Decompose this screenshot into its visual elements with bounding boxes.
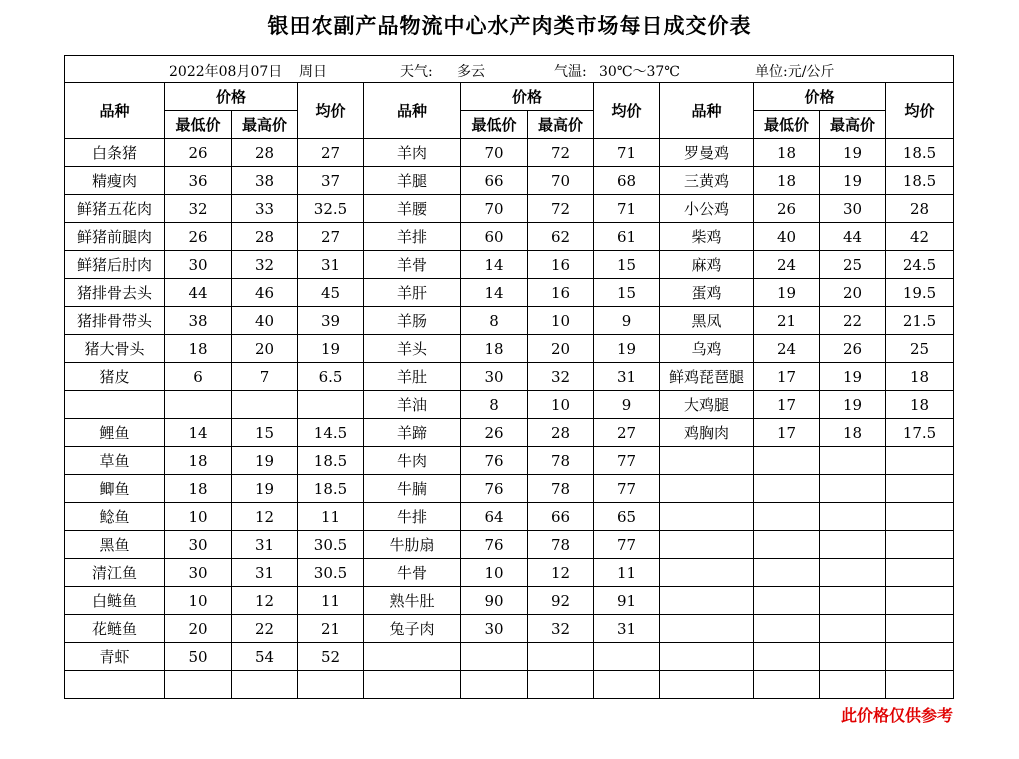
max-price-cell: 72 <box>528 139 594 167</box>
avg-price-cell: 45 <box>298 279 364 307</box>
min-price-cell: 30 <box>165 559 232 587</box>
max-price-cell: 44 <box>820 223 886 251</box>
min-price-cell <box>754 587 820 615</box>
max-price-cell: 12 <box>232 503 298 531</box>
variety-cell: 鲜猪前腿肉 <box>65 223 165 251</box>
min-price-cell <box>461 643 528 671</box>
avg-price-cell: 14.5 <box>298 419 364 447</box>
variety-cell: 羊肝 <box>364 279 461 307</box>
variety-cell: 牛排 <box>364 503 461 531</box>
variety-cell: 猪排骨带头 <box>65 307 165 335</box>
avg-price-cell <box>886 587 954 615</box>
min-price-cell: 90 <box>461 587 528 615</box>
max-price-cell <box>528 643 594 671</box>
min-price-cell: 40 <box>754 223 820 251</box>
variety-cell: 清江鱼 <box>65 559 165 587</box>
max-price-cell: 66 <box>528 503 594 531</box>
max-price-cell: 10 <box>528 391 594 419</box>
min-price-cell: 18 <box>165 475 232 503</box>
weekday-text: 周日 <box>299 64 327 80</box>
max-price-cell: 10 <box>528 307 594 335</box>
avg-price-cell: 9 <box>594 391 660 419</box>
avg-price-cell: 15 <box>594 251 660 279</box>
avg-price-cell: 77 <box>594 531 660 559</box>
min-price-cell: 66 <box>461 167 528 195</box>
table-row <box>65 307 954 335</box>
avg-price-cell: 42 <box>886 223 954 251</box>
min-price-cell <box>754 643 820 671</box>
min-price-cell: 70 <box>461 195 528 223</box>
min-price-cell: 50 <box>165 643 232 671</box>
avg-price-cell <box>886 559 954 587</box>
max-price-cell: 12 <box>528 559 594 587</box>
avg-price-cell <box>886 643 954 671</box>
variety-cell: 羊肚 <box>364 363 461 391</box>
min-price-cell <box>165 671 232 699</box>
variety-cell: 青虾 <box>65 643 165 671</box>
min-price-cell: 30 <box>461 615 528 643</box>
avg-price-cell: 65 <box>594 503 660 531</box>
avg-price-cell: 18 <box>886 391 954 419</box>
variety-cell <box>660 671 754 699</box>
max-price-cell: 25 <box>820 251 886 279</box>
table-row <box>65 223 954 251</box>
avg-price-cell: 11 <box>594 559 660 587</box>
variety-cell: 羊骨 <box>364 251 461 279</box>
avg-price-cell <box>886 475 954 503</box>
weather-text: 多云 <box>457 64 485 80</box>
header-avg: 均价 <box>298 83 364 139</box>
avg-price-cell: 91 <box>594 587 660 615</box>
min-price-cell: 76 <box>461 475 528 503</box>
avg-price-cell: 9 <box>594 307 660 335</box>
max-price-cell <box>820 503 886 531</box>
header-min: 最低价 <box>754 111 820 139</box>
min-price-cell <box>754 447 820 475</box>
max-price-cell: 20 <box>232 335 298 363</box>
min-price-cell: 64 <box>461 503 528 531</box>
avg-price-cell: 31 <box>594 363 660 391</box>
min-price-cell: 18 <box>165 335 232 363</box>
disclaimer-note: 此价格仅供参考 <box>840 706 953 725</box>
max-price-cell: 22 <box>232 615 298 643</box>
table-row <box>65 195 954 223</box>
min-price-cell <box>754 503 820 531</box>
table-row <box>65 475 954 503</box>
variety-cell: 猪大骨头 <box>65 335 165 363</box>
avg-price-cell <box>298 671 364 699</box>
variety-cell: 猪排骨去头 <box>65 279 165 307</box>
variety-cell <box>65 671 165 699</box>
price-table <box>64 55 954 699</box>
table-row <box>65 643 954 671</box>
variety-cell: 羊油 <box>364 391 461 419</box>
avg-price-cell <box>886 503 954 531</box>
variety-cell: 鲜猪后肘肉 <box>65 251 165 279</box>
variety-cell: 麻鸡 <box>660 251 754 279</box>
avg-price-cell <box>886 615 954 643</box>
min-price-cell: 19 <box>754 279 820 307</box>
min-price-cell: 18 <box>754 167 820 195</box>
variety-cell: 罗曼鸡 <box>660 139 754 167</box>
min-price-cell: 30 <box>165 531 232 559</box>
variety-cell: 牛肉 <box>364 447 461 475</box>
date-text: 2022年08月07日 <box>169 64 283 80</box>
min-price-cell: 76 <box>461 531 528 559</box>
max-price-cell <box>528 671 594 699</box>
variety-cell: 鲜猪五花肉 <box>65 195 165 223</box>
header-avg: 均价 <box>594 83 660 139</box>
header-max: 最高价 <box>820 111 886 139</box>
max-price-cell: 19 <box>232 447 298 475</box>
avg-price-cell: 52 <box>298 643 364 671</box>
avg-price-cell: 11 <box>298 503 364 531</box>
table-row <box>65 615 954 643</box>
variety-cell: 鲶鱼 <box>65 503 165 531</box>
max-price-cell: 32 <box>528 363 594 391</box>
avg-price-cell: 6.5 <box>298 363 364 391</box>
max-price-cell <box>820 587 886 615</box>
max-price-cell: 62 <box>528 223 594 251</box>
variety-cell: 乌鸡 <box>660 335 754 363</box>
min-price-cell: 60 <box>461 223 528 251</box>
table-row <box>65 503 954 531</box>
min-price-cell: 20 <box>165 615 232 643</box>
avg-price-cell: 61 <box>594 223 660 251</box>
variety-cell: 熟牛肚 <box>364 587 461 615</box>
header-max: 最高价 <box>232 111 298 139</box>
table-row <box>65 251 954 279</box>
max-price-cell <box>820 671 886 699</box>
min-price-cell: 8 <box>461 391 528 419</box>
avg-price-cell: 37 <box>298 167 364 195</box>
avg-price-cell <box>886 671 954 699</box>
unit-text: 单位:元/公斤 <box>755 64 835 80</box>
max-price-cell: 32 <box>232 251 298 279</box>
header-price: 价格 <box>165 83 298 111</box>
max-price-cell: 78 <box>528 447 594 475</box>
variety-cell <box>660 643 754 671</box>
variety-cell: 黑凤 <box>660 307 754 335</box>
max-price-cell <box>232 391 298 419</box>
max-price-cell: 26 <box>820 335 886 363</box>
min-price-cell: 17 <box>754 391 820 419</box>
min-price-cell: 14 <box>461 251 528 279</box>
avg-price-cell: 19 <box>594 335 660 363</box>
variety-cell: 黑鱼 <box>65 531 165 559</box>
avg-price-cell: 28 <box>886 195 954 223</box>
avg-price-cell: 77 <box>594 447 660 475</box>
min-price-cell: 26 <box>461 419 528 447</box>
max-price-cell <box>232 671 298 699</box>
header-min: 最低价 <box>461 111 528 139</box>
max-price-cell: 18 <box>820 419 886 447</box>
variety-cell: 羊肠 <box>364 307 461 335</box>
avg-price-cell <box>886 531 954 559</box>
table-row <box>65 391 954 419</box>
avg-price-cell: 18 <box>886 363 954 391</box>
avg-price-cell: 19 <box>298 335 364 363</box>
table-row <box>65 587 954 615</box>
variety-cell <box>660 447 754 475</box>
variety-cell: 鲫鱼 <box>65 475 165 503</box>
avg-price-cell: 18.5 <box>298 475 364 503</box>
max-price-cell <box>820 475 886 503</box>
table-row <box>65 559 954 587</box>
max-price-cell: 16 <box>528 251 594 279</box>
table-row <box>65 167 954 195</box>
max-price-cell: 19 <box>820 139 886 167</box>
avg-price-cell: 18.5 <box>886 139 954 167</box>
header-avg: 均价 <box>886 83 954 139</box>
variety-cell: 大鸡腿 <box>660 391 754 419</box>
header-variety: 品种 <box>660 83 754 139</box>
max-price-cell <box>820 643 886 671</box>
max-price-cell: 32 <box>528 615 594 643</box>
min-price-cell: 36 <box>165 167 232 195</box>
max-price-cell: 19 <box>820 167 886 195</box>
min-price-cell: 30 <box>461 363 528 391</box>
header-max: 最高价 <box>528 111 594 139</box>
variety-cell <box>364 671 461 699</box>
max-price-cell: 22 <box>820 307 886 335</box>
max-price-cell: 46 <box>232 279 298 307</box>
avg-price-cell: 11 <box>298 587 364 615</box>
variety-cell <box>364 643 461 671</box>
variety-cell <box>660 475 754 503</box>
min-price-cell: 21 <box>754 307 820 335</box>
avg-price-cell: 24.5 <box>886 251 954 279</box>
avg-price-cell: 32.5 <box>298 195 364 223</box>
temp-text: 30℃～37℃ <box>599 64 680 80</box>
min-price-cell: 18 <box>461 335 528 363</box>
min-price-cell: 17 <box>754 363 820 391</box>
variety-cell: 精瘦肉 <box>65 167 165 195</box>
max-price-cell: 19 <box>232 475 298 503</box>
info-row <box>65 56 954 83</box>
table-row <box>65 279 954 307</box>
avg-price-cell: 17.5 <box>886 419 954 447</box>
max-price-cell <box>820 447 886 475</box>
max-price-cell: 72 <box>528 195 594 223</box>
min-price-cell: 10 <box>165 587 232 615</box>
max-price-cell <box>820 559 886 587</box>
variety-cell <box>660 503 754 531</box>
variety-cell: 羊排 <box>364 223 461 251</box>
variety-cell: 小公鸡 <box>660 195 754 223</box>
max-price-cell: 78 <box>528 475 594 503</box>
max-price-cell: 28 <box>528 419 594 447</box>
max-price-cell: 33 <box>232 195 298 223</box>
min-price-cell <box>754 671 820 699</box>
variety-cell: 猪皮 <box>65 363 165 391</box>
max-price-cell: 38 <box>232 167 298 195</box>
avg-price-cell: 27 <box>298 223 364 251</box>
table-row <box>65 419 954 447</box>
variety-cell <box>660 559 754 587</box>
max-price-cell: 19 <box>820 391 886 419</box>
avg-price-cell: 19.5 <box>886 279 954 307</box>
table-row <box>65 531 954 559</box>
variety-cell <box>660 531 754 559</box>
variety-cell: 牛骨 <box>364 559 461 587</box>
variety-cell: 白条猪 <box>65 139 165 167</box>
table-row <box>65 139 954 167</box>
avg-price-cell: 25 <box>886 335 954 363</box>
min-price-cell: 30 <box>165 251 232 279</box>
min-price-cell: 17 <box>754 419 820 447</box>
min-price-cell: 6 <box>165 363 232 391</box>
avg-price-cell <box>886 447 954 475</box>
max-price-cell: 12 <box>232 587 298 615</box>
avg-price-cell <box>298 391 364 419</box>
min-price-cell <box>754 615 820 643</box>
max-price-cell: 28 <box>232 139 298 167</box>
table-row <box>65 671 954 699</box>
max-price-cell <box>820 531 886 559</box>
variety-cell: 牛肋扇 <box>364 531 461 559</box>
variety-cell <box>660 587 754 615</box>
header-min: 最低价 <box>165 111 232 139</box>
variety-cell: 羊腿 <box>364 167 461 195</box>
max-price-cell: 7 <box>232 363 298 391</box>
min-price-cell: 26 <box>165 223 232 251</box>
min-price-cell: 24 <box>754 335 820 363</box>
min-price-cell <box>754 559 820 587</box>
variety-cell <box>65 391 165 419</box>
avg-price-cell: 21 <box>298 615 364 643</box>
avg-price-cell: 77 <box>594 475 660 503</box>
min-price-cell <box>461 671 528 699</box>
variety-cell: 羊蹄 <box>364 419 461 447</box>
variety-cell: 柴鸡 <box>660 223 754 251</box>
avg-price-cell: 30.5 <box>298 559 364 587</box>
avg-price-cell: 31 <box>298 251 364 279</box>
variety-cell: 鸡胸肉 <box>660 419 754 447</box>
temp-label: 气温: <box>554 64 587 80</box>
weather-label: 天气: <box>400 64 433 80</box>
avg-price-cell: 30.5 <box>298 531 364 559</box>
max-price-cell: 31 <box>232 531 298 559</box>
max-price-cell: 19 <box>820 363 886 391</box>
avg-price-cell: 68 <box>594 167 660 195</box>
variety-cell: 蛋鸡 <box>660 279 754 307</box>
max-price-cell: 15 <box>232 419 298 447</box>
variety-cell: 鲜鸡琵琶腿 <box>660 363 754 391</box>
min-price-cell <box>165 391 232 419</box>
min-price-cell <box>754 475 820 503</box>
avg-price-cell: 71 <box>594 195 660 223</box>
variety-cell: 羊头 <box>364 335 461 363</box>
avg-price-cell: 27 <box>298 139 364 167</box>
max-price-cell: 20 <box>528 335 594 363</box>
variety-cell: 兔子肉 <box>364 615 461 643</box>
max-price-cell: 78 <box>528 531 594 559</box>
variety-cell: 花鲢鱼 <box>65 615 165 643</box>
min-price-cell: 44 <box>165 279 232 307</box>
min-price-cell: 26 <box>754 195 820 223</box>
avg-price-cell <box>594 671 660 699</box>
min-price-cell: 14 <box>165 419 232 447</box>
min-price-cell: 70 <box>461 139 528 167</box>
avg-price-cell: 39 <box>298 307 364 335</box>
max-price-cell: 16 <box>528 279 594 307</box>
max-price-cell: 92 <box>528 587 594 615</box>
max-price-cell: 31 <box>232 559 298 587</box>
min-price-cell: 14 <box>461 279 528 307</box>
min-price-cell <box>754 531 820 559</box>
min-price-cell: 76 <box>461 447 528 475</box>
avg-price-cell: 71 <box>594 139 660 167</box>
min-price-cell: 8 <box>461 307 528 335</box>
max-price-cell: 28 <box>232 223 298 251</box>
avg-price-cell: 27 <box>594 419 660 447</box>
variety-cell: 羊腰 <box>364 195 461 223</box>
min-price-cell: 38 <box>165 307 232 335</box>
min-price-cell: 18 <box>165 447 232 475</box>
avg-price-cell: 31 <box>594 615 660 643</box>
avg-price-cell: 15 <box>594 279 660 307</box>
variety-cell <box>660 615 754 643</box>
table-row <box>65 363 954 391</box>
variety-cell: 牛腩 <box>364 475 461 503</box>
min-price-cell: 26 <box>165 139 232 167</box>
variety-cell: 鲤鱼 <box>65 419 165 447</box>
table-row <box>65 335 954 363</box>
variety-cell: 草鱼 <box>65 447 165 475</box>
header-price: 价格 <box>461 83 594 111</box>
avg-price-cell: 21.5 <box>886 307 954 335</box>
min-price-cell: 24 <box>754 251 820 279</box>
avg-price-cell <box>594 643 660 671</box>
header-variety: 品种 <box>364 83 461 139</box>
avg-price-cell: 18.5 <box>886 167 954 195</box>
max-price-cell: 20 <box>820 279 886 307</box>
page-title: 银田农副产品物流中心水产肉类市场每日成交价表 <box>267 13 752 38</box>
table-row <box>65 447 954 475</box>
max-price-cell: 54 <box>232 643 298 671</box>
min-price-cell: 32 <box>165 195 232 223</box>
header-price: 价格 <box>754 83 886 111</box>
avg-price-cell: 18.5 <box>298 447 364 475</box>
variety-cell: 三黄鸡 <box>660 167 754 195</box>
min-price-cell: 10 <box>461 559 528 587</box>
header-variety: 品种 <box>65 83 165 139</box>
min-price-cell: 18 <box>754 139 820 167</box>
max-price-cell: 30 <box>820 195 886 223</box>
variety-cell: 羊肉 <box>364 139 461 167</box>
min-price-cell: 10 <box>165 503 232 531</box>
max-price-cell: 40 <box>232 307 298 335</box>
max-price-cell <box>820 615 886 643</box>
max-price-cell: 70 <box>528 167 594 195</box>
variety-cell: 白鲢鱼 <box>65 587 165 615</box>
